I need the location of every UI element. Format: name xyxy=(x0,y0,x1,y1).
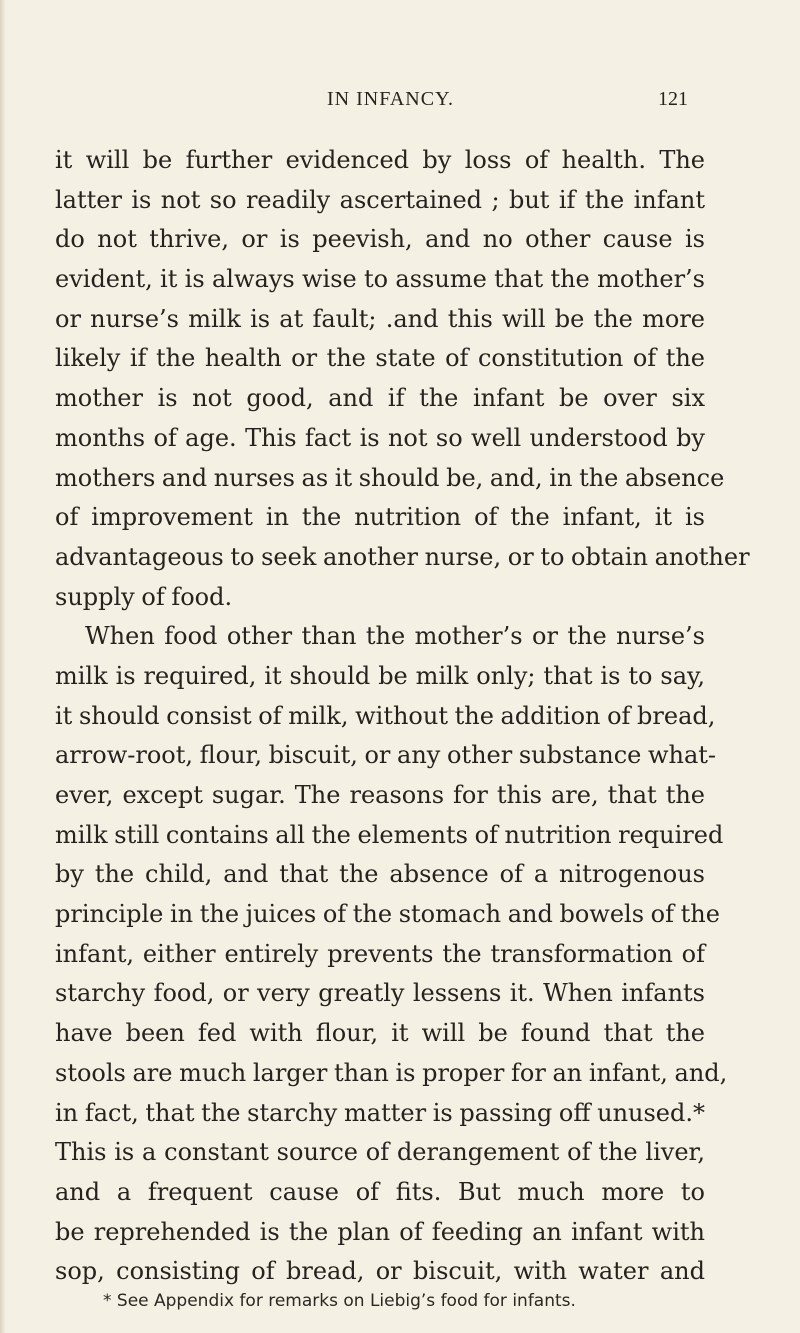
text-line: stools are much larger than is proper for an infant, and, xyxy=(55,1058,728,1087)
text-line: evident, it is always wise to assume that the mother’s xyxy=(55,265,705,294)
text-line: ever, except sugar. The reasons for this are, that the xyxy=(55,781,705,809)
running-head-title: IN INFANCY. xyxy=(327,88,454,110)
text-line: it should consist of milk, without the addition of bread, xyxy=(55,701,716,730)
paragraph-end-line: supply of food. xyxy=(55,582,233,611)
text-line: it will be further evidenced by loss of health. The xyxy=(55,146,705,174)
text-line: in fact, that the starchy matter is passing off unused.* xyxy=(55,1098,705,1127)
text-line: principle in the juices of the stomach and bowels of the xyxy=(55,900,720,929)
text-line: or nurse’s milk is at fault; .and this will be the more xyxy=(55,304,705,333)
text-line: milk is required, it should be milk only; that is to say, xyxy=(55,661,705,690)
text-line: mothers and nurses as it should be, and, in the absence xyxy=(55,463,725,492)
text-line: do not thrive, or is peevish, and no other cause is xyxy=(55,225,705,254)
text-line: by the child, and that the absence of a nitrogenous xyxy=(55,860,705,889)
paragraph-start-line: When food other than the mother’s or the nurse’s xyxy=(85,622,705,651)
text-line: mother is not good, and if the infant be over six xyxy=(55,384,705,413)
text-line: be reprehended is the plan of feeding an infant with xyxy=(55,1217,705,1246)
text-line: infant, either entirely prevents the transformation of xyxy=(55,939,705,968)
text-line: starchy food, or very greatly lessens it. When infants xyxy=(55,979,705,1008)
text-line: advantageous to seek another nurse, or to obtain another xyxy=(55,542,750,571)
text-line: months of age. This fact is not so well understood by xyxy=(55,423,705,452)
page-binding-edge xyxy=(0,0,6,1333)
text-line: and a frequent cause of fits. But much more to xyxy=(55,1177,705,1206)
page-number: 121 xyxy=(658,88,688,110)
text-line: have been fed with flour, it will be found that the xyxy=(55,1019,705,1048)
text-line: sop, consisting of bread, or biscuit, with water and xyxy=(55,1257,705,1286)
text-line: milk still contains all the elements of nutrition required xyxy=(55,820,724,849)
text-line: of improvement in the nutrition of the infant, it is xyxy=(55,503,705,532)
text-line: latter is not so readily ascertained ; but if the infant xyxy=(55,185,705,214)
text-line: arrow-root, flour, biscuit, or any other substance what- xyxy=(55,741,717,770)
text-line: This is a constant source of derangement of the liver, xyxy=(55,1138,705,1167)
text-line: likely if the health or the state of constitution of the xyxy=(55,344,705,373)
body-text xyxy=(55,141,750,1292)
running-header xyxy=(0,88,800,118)
footnote: * See Appendix for remarks on Liebig’s food for infants. xyxy=(103,1291,576,1311)
